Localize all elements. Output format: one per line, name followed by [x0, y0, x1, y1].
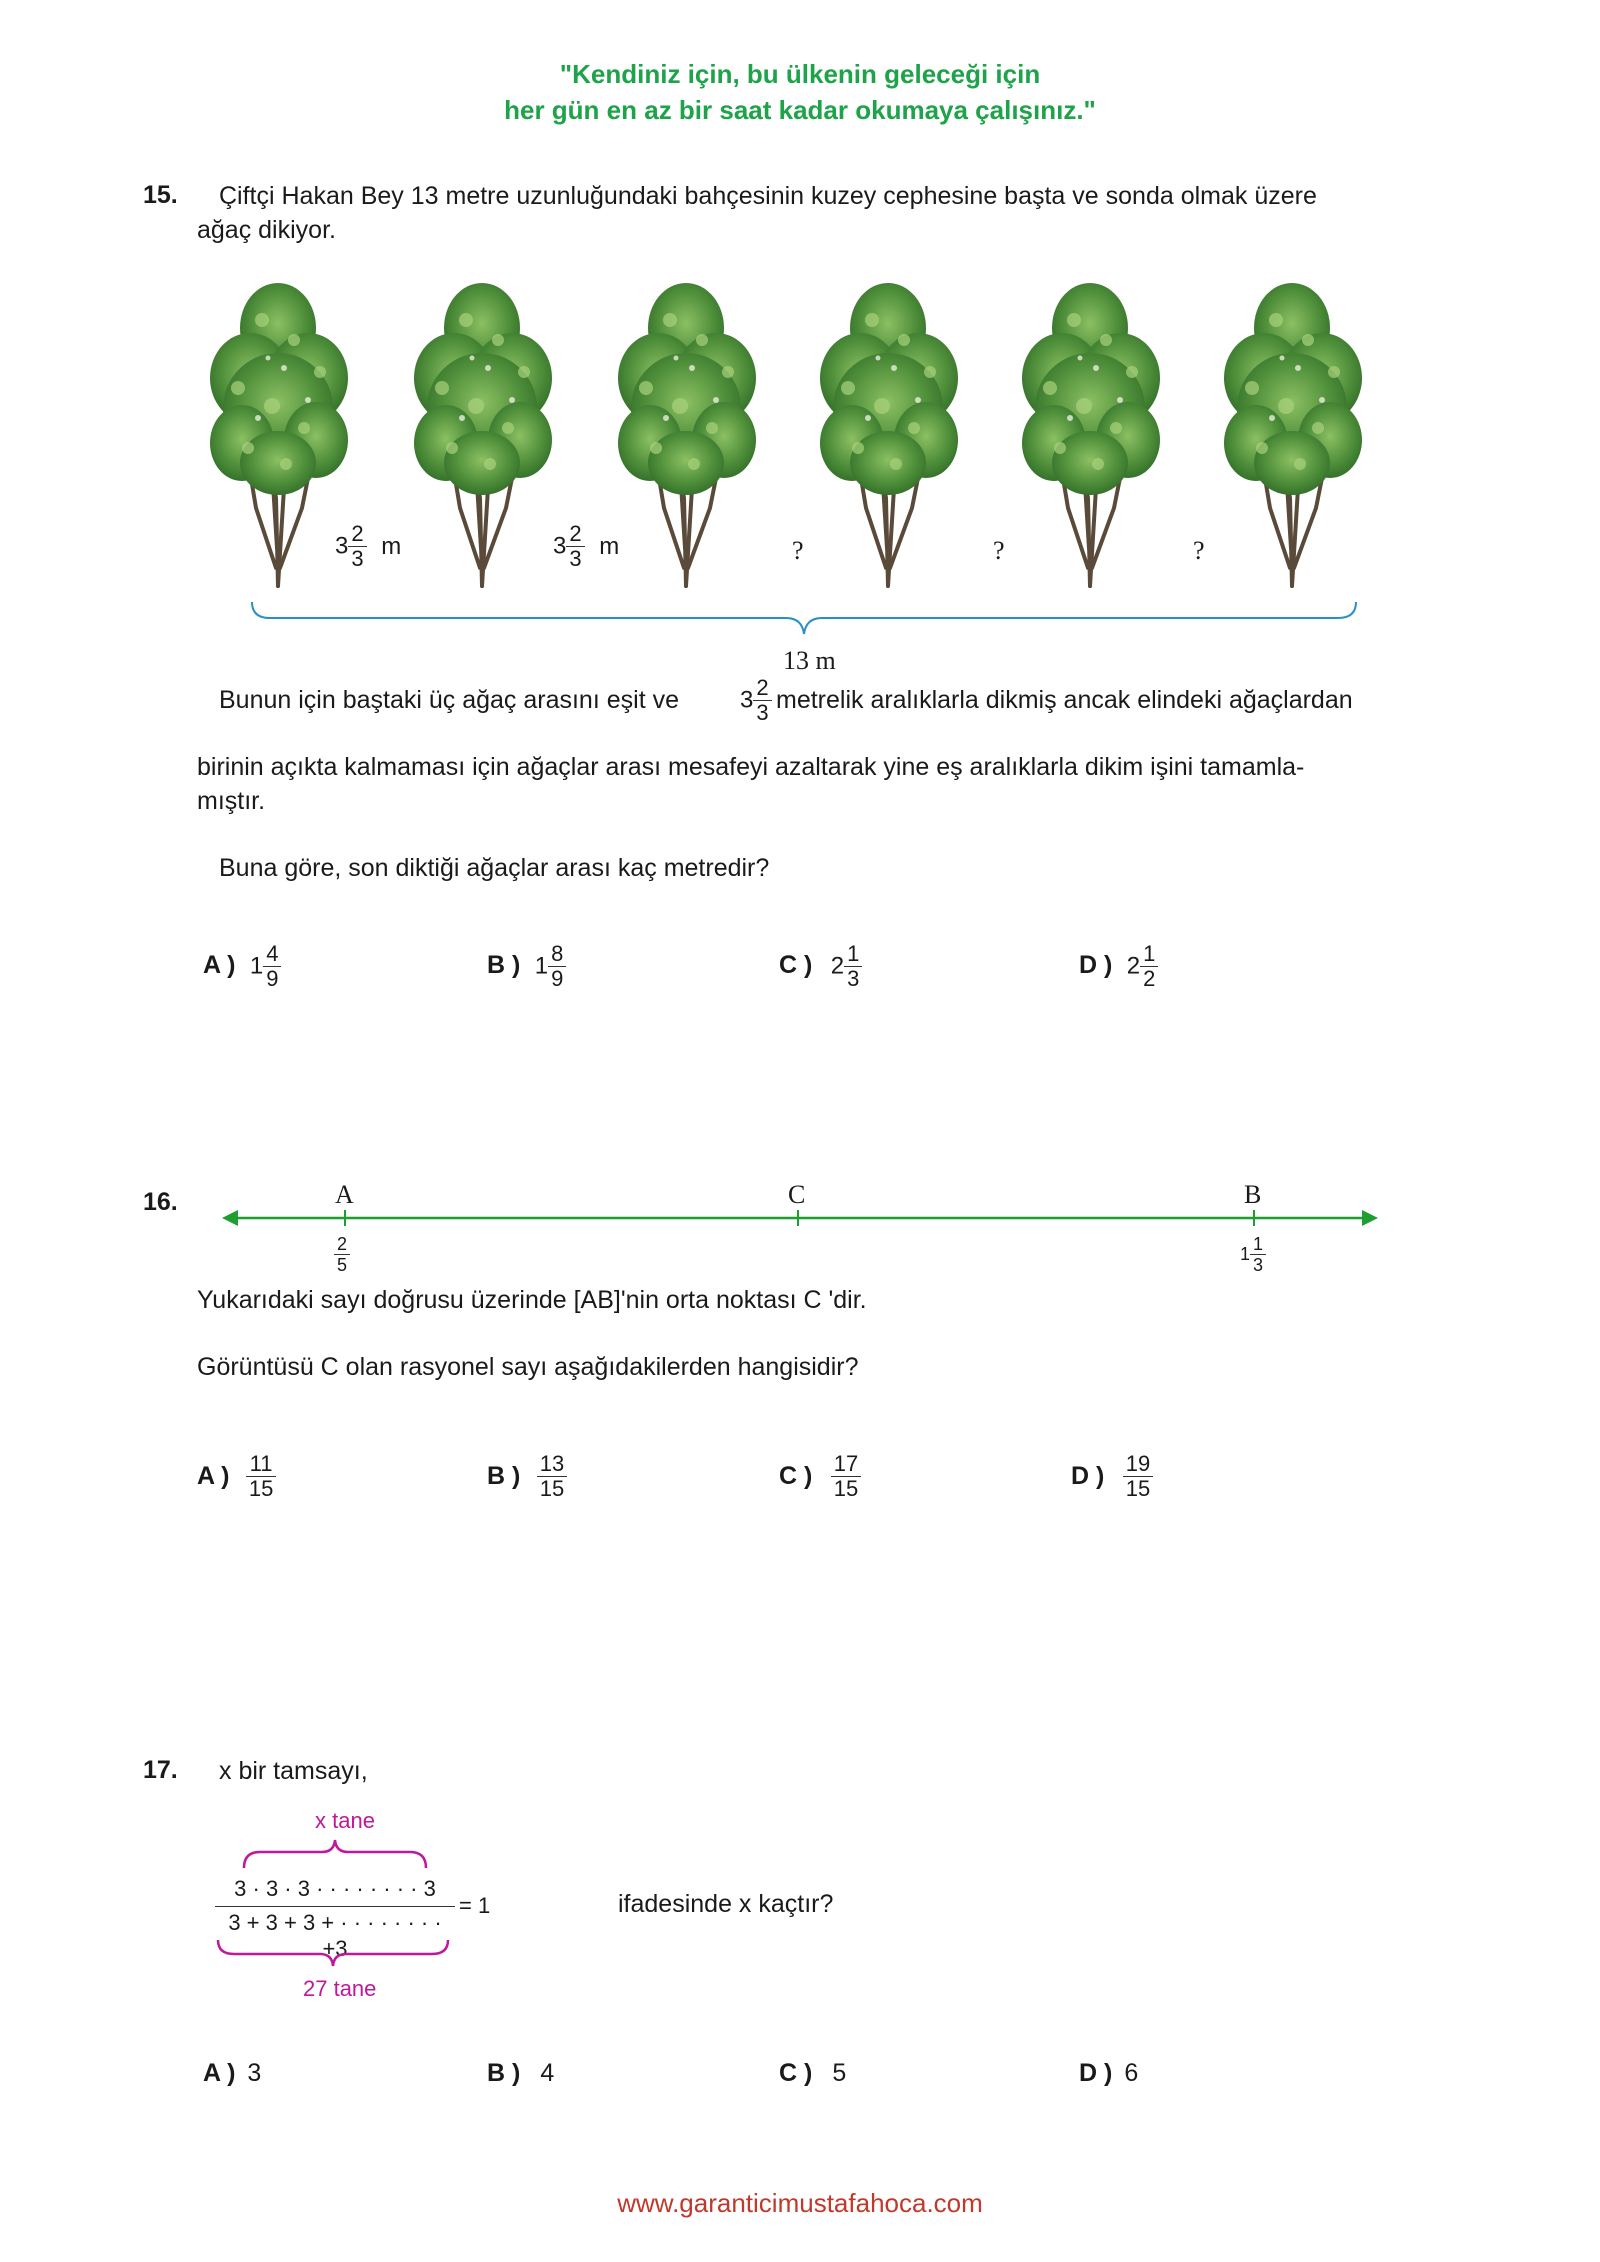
expression-denominator: 3 + 3 + 3 + · · · · · · · · +3: [228, 1910, 442, 1961]
q15-paragraph-1-fraction: 3 $\frac{2}{3}$: [740, 676, 772, 725]
total-length-brace: [248, 600, 1360, 640]
q15-paragraph-1b: metrelik aralıklarla dikmiş ancak elindeki ağaçlardan: [776, 686, 1353, 714]
question-16-number: 16.: [143, 1188, 178, 1216]
point-a-value: $\frac{2}{5}$: [334, 1234, 350, 1275]
q17-option-b[interactable]: B ) 4: [487, 2059, 555, 2087]
q15-question: Buna göre, son diktiği ağaçlar arası kaç metredir?: [219, 854, 770, 882]
point-a-label: A: [335, 1180, 354, 1209]
bottom-brace-label: 27 tane: [303, 1976, 377, 2001]
motto-line-1: "Kendiniz için, bu ülkenin geleceği için: [559, 59, 1041, 89]
q15-paragraph-1a: Bunun için baştaki üç ağaç arasını eşit ve: [219, 686, 679, 714]
q16-option-a[interactable]: A ) $\frac{11}{15}$: [197, 1452, 276, 1501]
q16-text-2: Görüntüsü C olan rasyonel sayı aşağıdakilerden hangisidir?: [197, 1353, 859, 1381]
unknown-gap-2: ?: [993, 536, 1005, 565]
tree-icon: [198, 268, 358, 588]
q16-option-b[interactable]: B ) $\frac{13}{15}$: [487, 1452, 567, 1501]
unknown-gap-1: ?: [792, 536, 804, 565]
q15-option-d[interactable]: D ) 2 $\frac{1}{2}$: [1079, 942, 1158, 991]
q15-option-a[interactable]: A ) 1 $\frac{4}{9}$: [203, 942, 281, 991]
unknown-gap-3: ?: [1193, 536, 1205, 565]
motto: [0, 56, 1600, 128]
q16-option-c[interactable]: C ) $\frac{17}{15}$: [779, 1452, 861, 1501]
q16-option-d[interactable]: D ) $\frac{19}{15}$: [1071, 1452, 1153, 1501]
point-b-value: 1 $\frac{1}{3}$: [1240, 1234, 1266, 1275]
tree-icon: [1010, 268, 1170, 588]
q17-question: ifadesinde x kaçtır?: [618, 1890, 834, 1918]
expression-numerator: 3 · 3 · 3 · · · · · · · · 3: [234, 1876, 436, 1901]
motto-line-2: her gün en az bir saat kadar okumaya çalışınız.": [504, 95, 1096, 125]
total-length-label: 13 m: [783, 646, 836, 675]
top-brace: [240, 1836, 430, 1870]
tree-icon: [1212, 268, 1372, 588]
point-b-label: B: [1244, 1180, 1262, 1209]
expression-equals: = 1: [459, 1893, 491, 1918]
question-15-text-line2: ağaç dikiyor.: [197, 216, 336, 244]
point-c-label: C: [788, 1180, 806, 1209]
q15-paragraph-2-line1: birinin açıkta kalmaması için ağaçlar arası mesafeyi azaltarak yine eş aralıklarla dikim işini tamamla-: [197, 753, 1305, 781]
fraction-bar: [215, 1906, 455, 1907]
tree-icon: [606, 268, 766, 588]
q17-option-c[interactable]: C ) 5: [779, 2059, 847, 2087]
tree-icon: [808, 268, 968, 588]
tree-icon: [402, 268, 562, 588]
q16-text-1: Yukarıdaki sayı doğrusu üzerinde [AB]'nin orta noktası C 'dir.: [197, 1286, 867, 1314]
gap-label-2: 3 $\frac{2}{3}$ m: [553, 521, 620, 571]
gap-label-1: 3 $\frac{2}{3}$ m: [335, 521, 402, 571]
question-15-number: 15.: [143, 181, 178, 209]
bottom-brace: [214, 1938, 454, 1968]
q15-option-b[interactable]: B ) 1 $\frac{8}{9}$: [487, 942, 566, 991]
q17-intro: x bir tamsayı,: [219, 1757, 368, 1785]
q17-option-d[interactable]: D ) 6: [1079, 2059, 1139, 2087]
top-brace-label: x tane: [315, 1808, 375, 1833]
question-17-number: 17.: [143, 1756, 178, 1784]
question-15-text-line1: Çiftçi Hakan Bey 13 metre uzunluğundaki bahçesinin kuzey cephesine başta ve sonda olmak üzere: [219, 182, 1317, 210]
footer-url[interactable]: www.garanticimustafahoca.com: [617, 2188, 983, 2218]
q15-option-c[interactable]: C ) 2 $\frac{1}{3}$: [779, 942, 862, 991]
q15-paragraph-2-line2: mıştır.: [197, 787, 266, 815]
q17-option-a[interactable]: A ) 3: [203, 2059, 262, 2087]
